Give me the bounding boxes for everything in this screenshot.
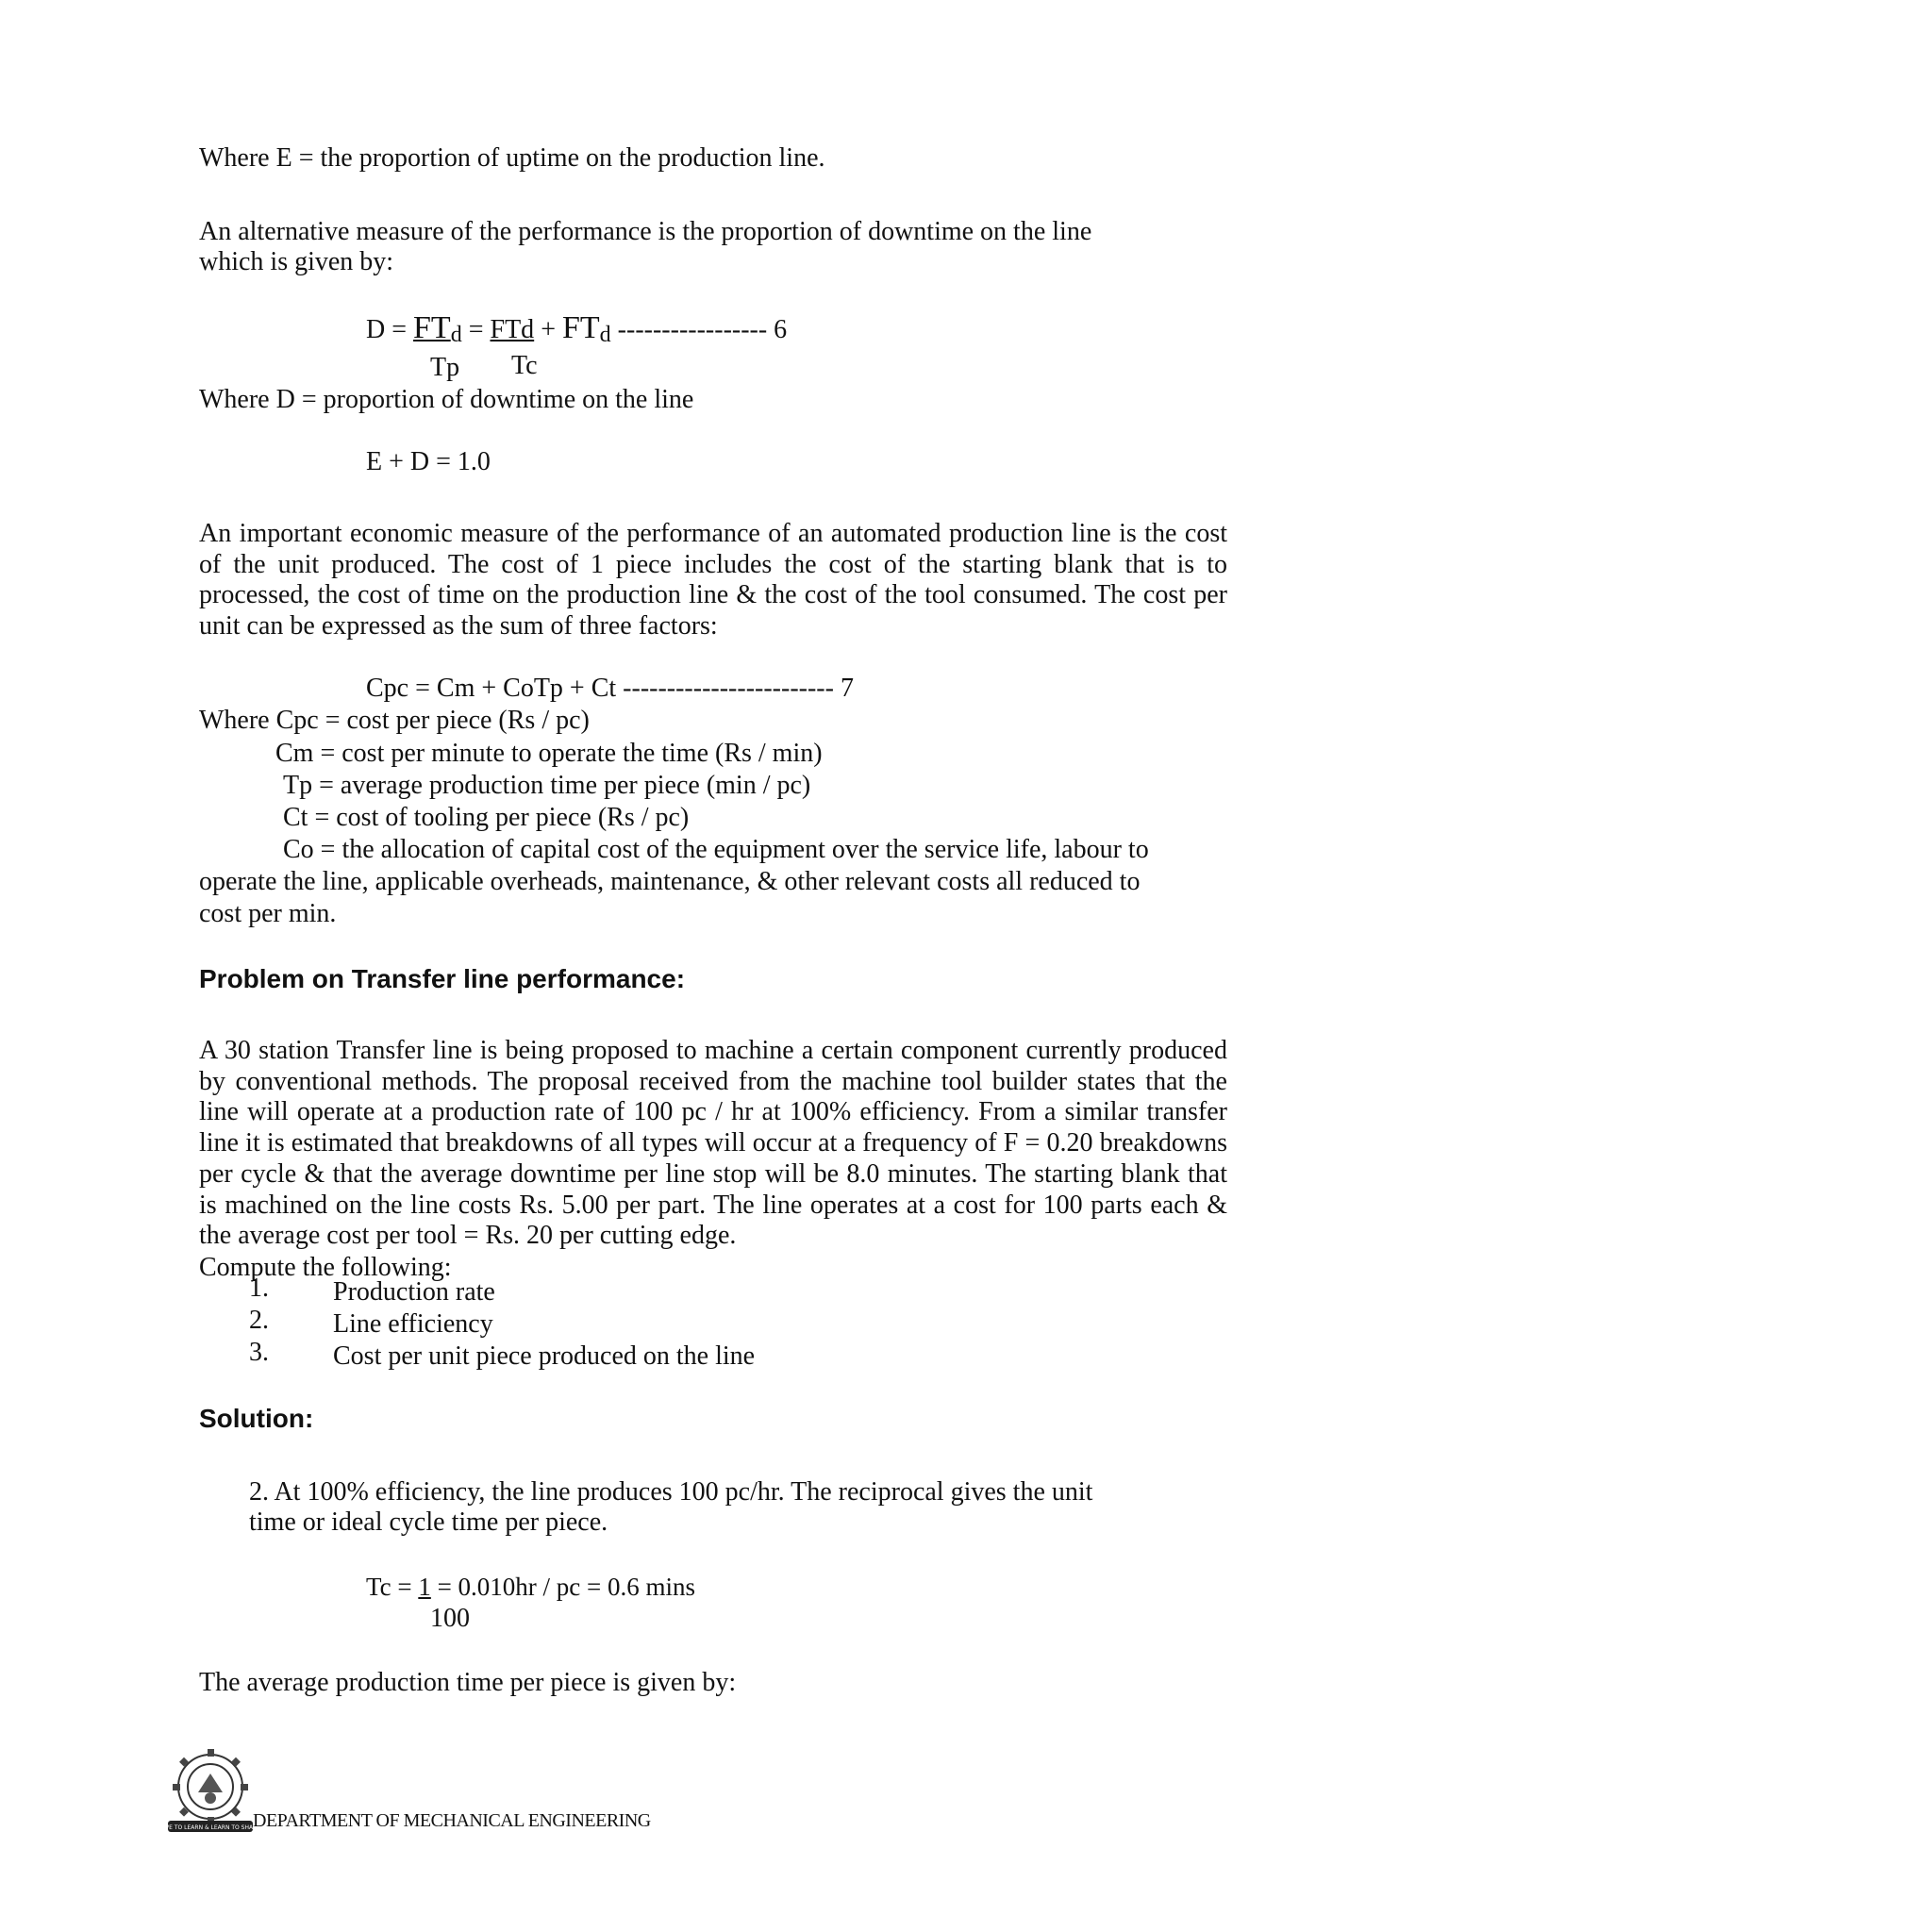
equation-7: Cpc = Cm + CoTp + Ct ------------------------ 7 (366, 674, 854, 703)
tc-denominator: 100 (430, 1604, 470, 1633)
definition-ct: Ct = cost of tooling per piece (Rs / pc) (283, 803, 690, 832)
college-logo-icon (159, 1745, 261, 1840)
alternative-measure-line2: which is given by: (199, 247, 394, 276)
department-footer: DEPARTMENT OF MECHANICAL ENGINEERING (253, 1810, 651, 1831)
list-item-text: Line efficiency (333, 1309, 493, 1339)
definition-co-line2: operate the line, applicable overheads, maintenance, & other relevant costs all reduced to (199, 867, 1141, 896)
problem-paragraph: A 30 station Transfer line is being proposed to machine a certain component currently produced by conventional methods. The proposal received from the machine tool builder states that the line will operate at a production rate of 100 pc / hr at 100% efficiency. From a similar transfer line it is estimated that breakdowns of all types will occur at a frequency of F = 0.20 breakdowns per cycle & that the average downtime per line stop will be 8.0 minutes. The starting blank that is machined on the line costs Rs. 5.00 per part. The line operates at a cost for 100 parts each & the average cost per tool = Rs. 20 per cutting edge. (199, 1036, 1227, 1251)
list-item-text: Cost per unit piece produced on the line (333, 1341, 756, 1371)
eq6-plus: + (534, 315, 562, 344)
eq6-term3-ft: FT (561, 310, 600, 345)
definition-co-line3: cost per min. (199, 899, 337, 928)
tc-equation (366, 1572, 695, 1602)
sum-equation: E + D = 1.0 (366, 447, 491, 476)
tc-lhs: Tc = (366, 1573, 419, 1601)
list-item-number: 1. (249, 1274, 269, 1303)
compute-line: Compute the following: (199, 1253, 452, 1282)
economic-measure-paragraph: An important economic measure of the performance of an automated production line is the cost of the unit produced. The cost of 1 piece includes the cost of the starting blank that is to processed, the cost of time on the production line & the cost of the tool consumed. The cost per unit can be expressed as the sum of three factors: (199, 519, 1227, 641)
eq6-equals: = (461, 315, 491, 344)
where-e-line: Where E = the proportion of uptime on the production line. (199, 143, 825, 173)
eq6-lhs: D = (366, 315, 414, 344)
eq6-term3-d: d (599, 323, 611, 347)
eq6-term2: FTd (490, 315, 535, 344)
definition-tp: Tp = average production time per piece (min / pc) (283, 771, 811, 800)
eq6-denominator-tc: Tc (511, 351, 538, 380)
solution-heading: Solution: (199, 1404, 314, 1433)
solution-line1: 2. At 100% efficiency, the line produces 100 pc/hr. The reciprocal gives the unit (249, 1477, 1093, 1507)
tc-rhs: = 0.010hr / pc = 0.6 mins (430, 1573, 696, 1601)
solution-line2: time or ideal cycle time per piece. (249, 1507, 608, 1537)
list-item-number: 2. (249, 1306, 269, 1335)
eq6-term1: FTd (413, 310, 462, 347)
problem-heading: Problem on Transfer line performance: (199, 964, 686, 993)
where-d-line: Where D = proportion of downtime on the line (199, 385, 694, 414)
definition-co-line1: Co = the allocation of capital cost of the equipment over the service life, labour to (283, 835, 1149, 864)
alternative-measure-line1: An alternative measure of the performance is the proportion of downtime on the line (199, 217, 1092, 246)
logo-banner-text: LIVE TO LEARN & LEARN TO SHARE (159, 1824, 261, 1831)
list-item-number: 3. (249, 1338, 269, 1367)
tc-numerator: 1 (418, 1573, 431, 1601)
definition-cpc: Where Cpc = cost per piece (Rs / pc) (199, 706, 590, 735)
list-item-text: Production rate (333, 1277, 495, 1307)
definition-cm: Cm = cost per minute to operate the time (Rs / min) (275, 739, 823, 768)
average-production-line: The average production time per piece is given by: (199, 1668, 737, 1697)
equation-6 (366, 310, 788, 347)
eq6-denominator-tp: Tp (430, 353, 460, 382)
eq6-dashes: ----------------- 6 (610, 315, 788, 344)
